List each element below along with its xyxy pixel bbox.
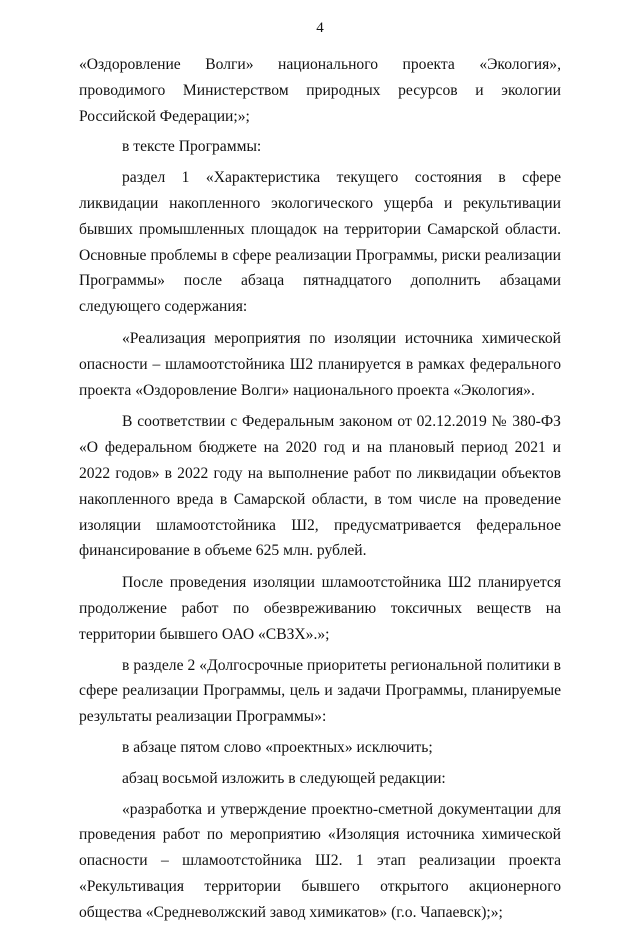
page-number: 4 [316, 20, 324, 36]
paragraph-after-isolation: После проведения изоляции шламоотстойника Ш2 планируется продолжение работ по обезвреживанию токсичных веществ на территории бывшего ОАО «СВЗХ».»; [79, 574, 561, 643]
paragraph-section-2: в разделе 2 «Долгосрочные приоритеты региональной политики в сфере реализации Программы, цель и задачи Программы, планируемые результаты реализации Программы»: [79, 656, 561, 726]
paragraph-program-text: в тексте Программы: [122, 138, 262, 156]
paragraph-federal-law: В соответствии с Федеральным законом от 02.12.2019 № 380-ФЗ «О федеральном бюджете на 2020 год и на плановый период 2021 и 2022 годов» в 2022 году на выполнение работ по ликвидации объектов накопленного вреда в Самарской области, в том числе на проведение изоляции шламоотстойника Ш2, предусматривается федеральное финансирование в объеме 625 млн. рублей. [79, 413, 561, 560]
paragraph-implementation: «Реализация мероприятия по изоляции источника химической опасности – шламоотстойника Ш2 планируется в рамках федерального проекта «Оздоровление Волги» национального проекта «Экология». [79, 329, 561, 399]
paragraph-new-wording: «разработка и утверждение проектно-сметной документации для проведения работ по мероприятию «Изоляция источника химической опасности – шламоотстойника Ш2. 1 этап реализации проекта «Рекультивация территории бывшего открытого акционерного общества «Средневолжский завод химикатов» (г.о. Чапаевск);»; [79, 800, 561, 921]
paragraph-eighth-paragraph: абзац восьмой изложить в следующей редакции: [122, 769, 446, 787]
paragraph-fifth-paragraph: в абзаце пятом слово «проектных» исключить; [122, 738, 433, 756]
document-body [79, 52, 561, 926]
paragraph-continuation: «Оздоровление Волги» национального проекта «Экология», проводимого Министерством природных ресурсов и экологии Российской Федерации;»; [79, 56, 561, 125]
paragraph-section-1: раздел 1 «Характеристика текущего состояния в сфере ликвидации накопленного экологического ущерба и рекультивации бывших промышленных площадок на территории Самарской области. Основные проблемы в сфере реализации Программы, риски реализации Программы» после абзаца пятнадцатого дополнить абзацами следующего содержания: [79, 169, 561, 316]
